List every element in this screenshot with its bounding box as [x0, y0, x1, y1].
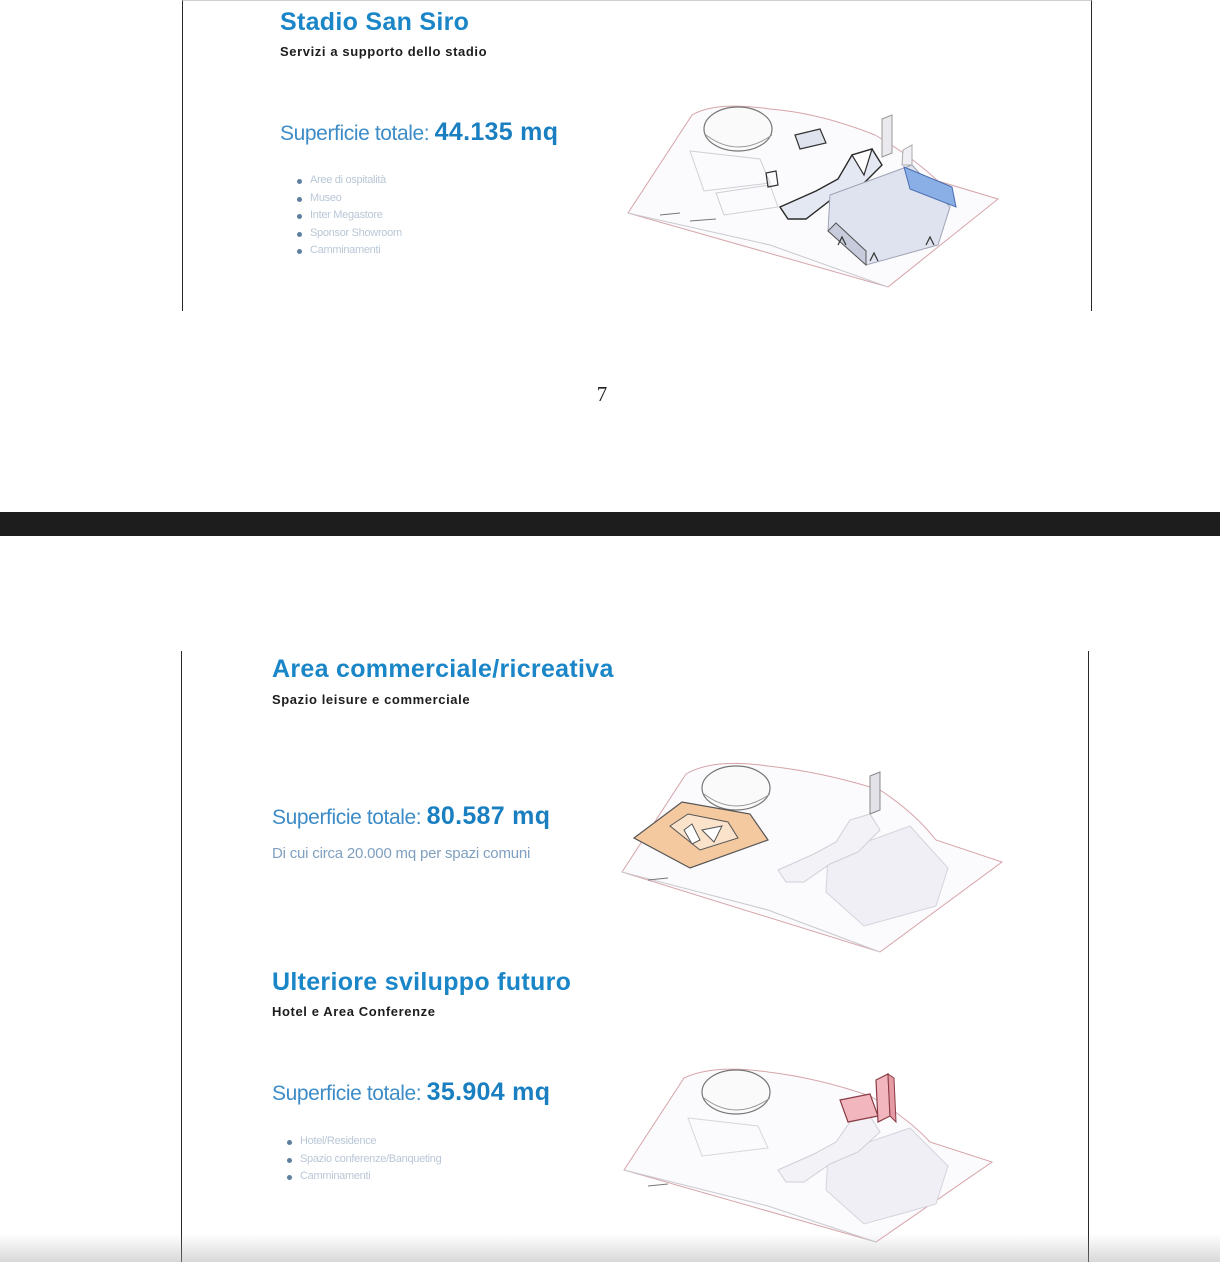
section-title-commercial: Area commerciale/ricreativa — [272, 655, 614, 683]
surface-total — [280, 118, 558, 147]
section-subtitle-future: Hotel e Area Conferenze — [272, 1004, 436, 1019]
surface-total-future — [272, 1078, 550, 1107]
surface-label: Superficie totale: — [272, 806, 422, 829]
list-item: Spazio conferenze/Banqueting — [286, 1151, 441, 1169]
slide-subtitle: Servizi a supporto dello stadio — [280, 44, 488, 59]
page-number: 7 — [596, 382, 608, 406]
site-plan-drawing — [620, 95, 1010, 295]
list-item: Hotel/Residence — [286, 1133, 441, 1151]
list-item: Camminamenti — [286, 1168, 441, 1186]
future-list — [286, 1133, 441, 1186]
surface-value: 35.904 mq — [426, 1078, 551, 1106]
list-item: Aree di ospitalità — [296, 172, 402, 190]
surface-total-commercial — [272, 802, 550, 831]
services-list — [296, 172, 402, 260]
document-page-bottom — [0, 536, 1220, 1262]
surface-label: Superficie totale: — [272, 1082, 422, 1105]
section-subtitle-commercial: Spazio leisure e commerciale — [272, 692, 471, 707]
surface-note: Di cui circa 20.000 mq per spazi comuni — [272, 845, 531, 862]
site-plan-drawing-future — [618, 1066, 998, 1246]
document-page-top — [0, 0, 1220, 512]
surface-value: 80.587 mq — [426, 802, 551, 830]
slide-title: Stadio San Siro — [280, 8, 470, 36]
surface-label: Superficie totale: — [280, 122, 430, 145]
site-plan-drawing-commercial — [618, 760, 1008, 960]
surface-value: 44.135 mq — [434, 118, 559, 146]
page-separator — [0, 512, 1220, 536]
list-item: Sponsor Showroom — [296, 225, 402, 243]
bottom-scroll-shadow — [0, 1234, 1220, 1262]
list-item: Inter Megastore — [296, 207, 402, 225]
list-item: Camminamenti — [296, 242, 402, 260]
list-item: Museo — [296, 190, 402, 208]
section-title-future: Ulteriore sviluppo futuro — [272, 968, 572, 996]
